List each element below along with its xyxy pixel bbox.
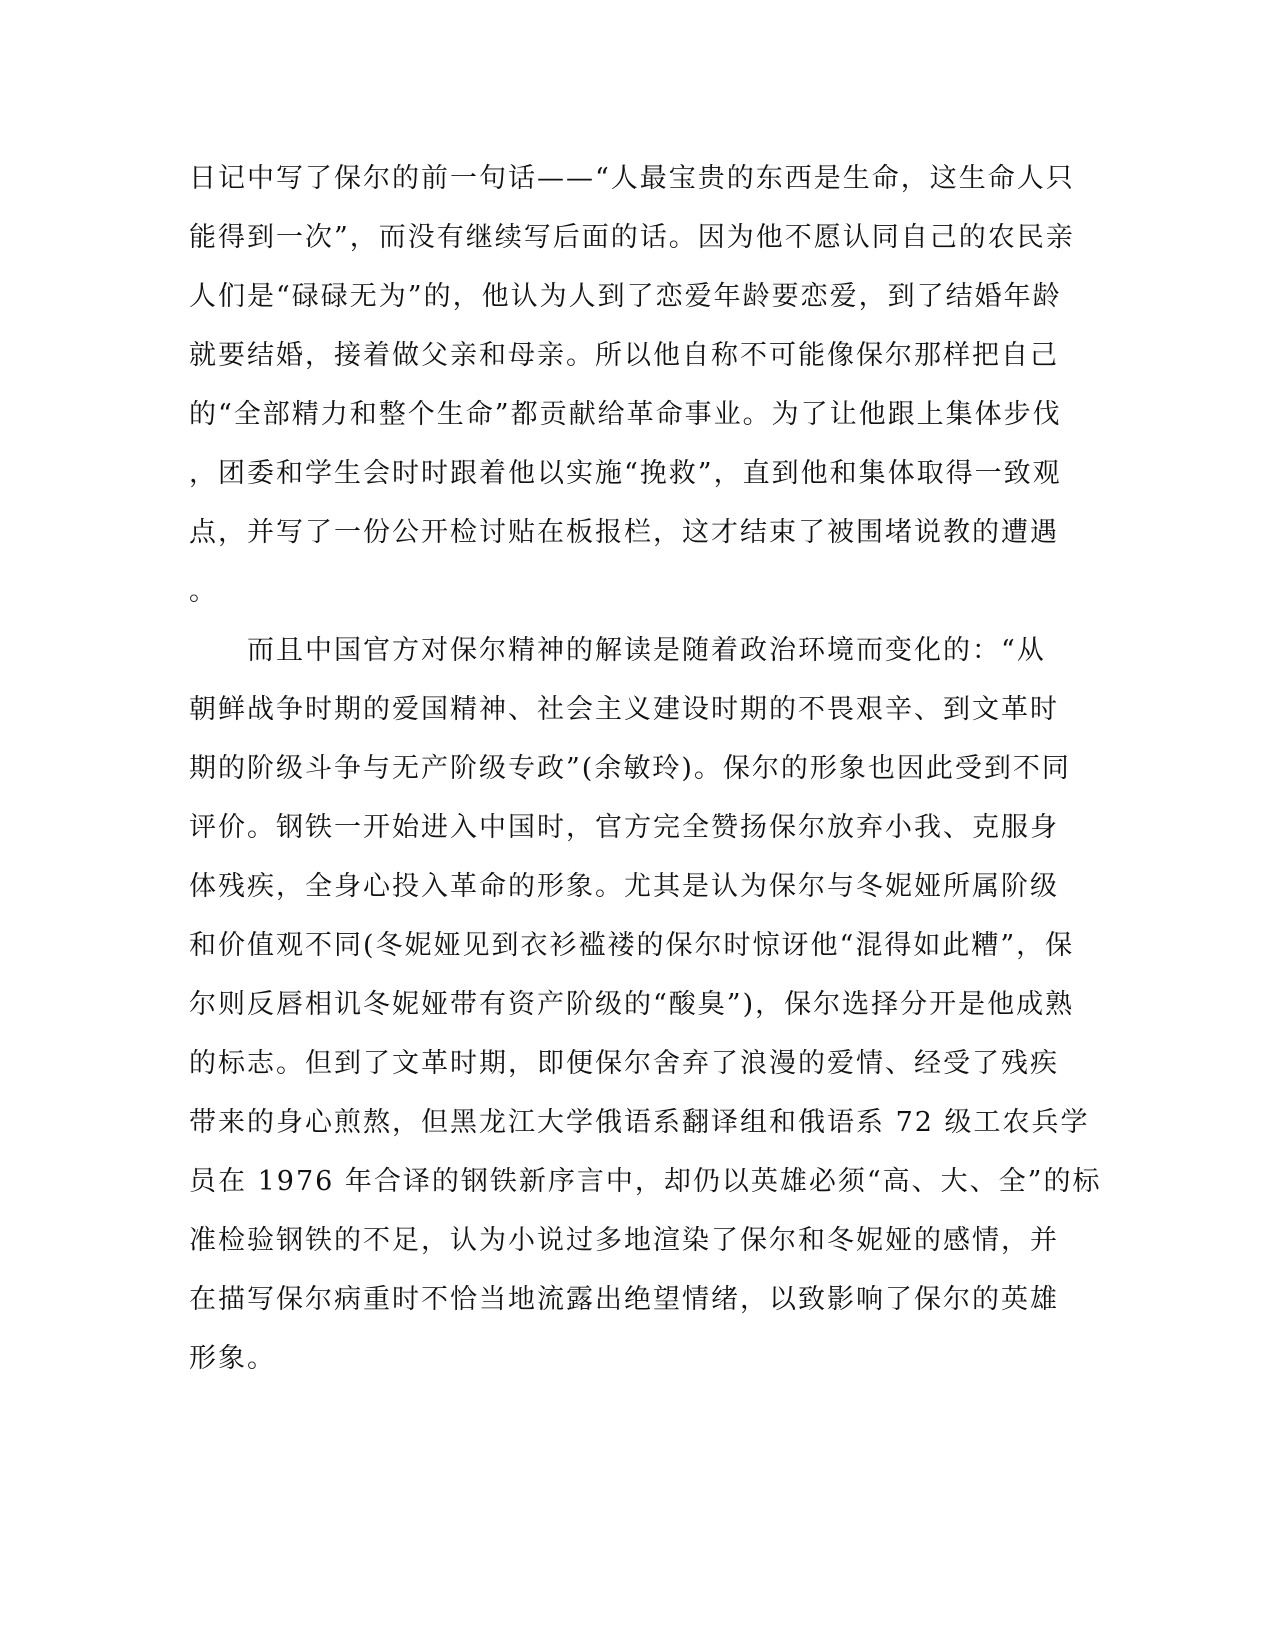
paragraph-1-line-7: 点，并写了一份公开检讨贴在板报栏，这才结束了被围堵说教的遭遇 xyxy=(189,517,1059,548)
paragraph-2-line-11: 准检验钢铁的不足，认为小说过多地渲染了保尔和冬妮娅的感情，并 xyxy=(189,1225,1059,1256)
paragraph-2-line-8: 的标志。但到了文革时期，即便保尔舍弃了浪漫的爱情、经受了残疾 xyxy=(189,1048,1059,1079)
paragraph-1-line-8: 。 xyxy=(189,576,218,607)
paragraph-2-line-1: 而且中国官方对保尔精神的解读是随着政治环境而变化的：“从 xyxy=(189,635,1046,666)
paragraph-1-line-5: 的“全部精力和整个生命”都贡献给革命事业。为了让他跟上集体步伐 xyxy=(189,399,1062,430)
paragraph-1-line-1: 日记中写了保尔的前一句话——“人最宝贵的东西是生命，这生命人只 xyxy=(189,163,1075,194)
paragraph-1-line-6: ，团委和学生会时时跟着他以实施“挽救”，直到他和集体取得一致观 xyxy=(189,458,1062,489)
paragraph-2-line-4: 评价。钢铁一开始进入中国时，官方完全赞扬保尔放弃小我、克服身 xyxy=(189,812,1059,843)
paragraph-2-line-2: 朝鲜战争时期的爱国精神、社会主义建设时期的不畏艰辛、到文革时 xyxy=(189,694,1059,725)
paragraph-2-line-9: 带来的身心煎熬，但黑龙江大学俄语系翻译组和俄语系 72 级工农兵学 xyxy=(189,1107,1090,1138)
paragraph-2-line-5: 体残疾，全身心投入革命的形象。尤其是认为保尔与冬妮娅所属阶级 xyxy=(189,871,1059,902)
paragraph-2-line-6: 和价值观不同(冬妮娅见到衣衫褴褛的保尔时惊讶他“混得如此糟”，保 xyxy=(189,930,1075,961)
paragraph-1-line-4: 就要结婚，接着做父亲和母亲。所以他自称不可能像保尔那样把自己 xyxy=(189,340,1059,371)
paragraph-1-line-2: 能得到一次”，而没有继续写后面的话。因为他不愿认同自己的农民亲 xyxy=(189,222,1075,253)
paragraph-2-line-7: 尔则反唇相讥冬妮娅带有资产阶级的“酸臭”)，保尔选择分开是他成熟 xyxy=(189,989,1075,1020)
paragraph-2-line-10: 员在 1976 年合译的钢铁新序言中，却仍以英雄必须“高、大、全”的标 xyxy=(189,1166,1102,1197)
paragraph-1-line-3: 人们是“碌碌无为”的，他认为人到了恋爱年龄要恋爱，到了结婚年龄 xyxy=(189,281,1062,312)
paragraph-2-line-3: 期的阶级斗争与无产阶级专政”(余敏玲)。保尔的形象也因此受到不同 xyxy=(189,753,1071,784)
paragraph-2-line-13: 形象。 xyxy=(189,1343,276,1374)
paragraph-2-line-12: 在描写保尔病重时不恰当地流露出绝望情绪，以致影响了保尔的英雄 xyxy=(189,1284,1059,1315)
